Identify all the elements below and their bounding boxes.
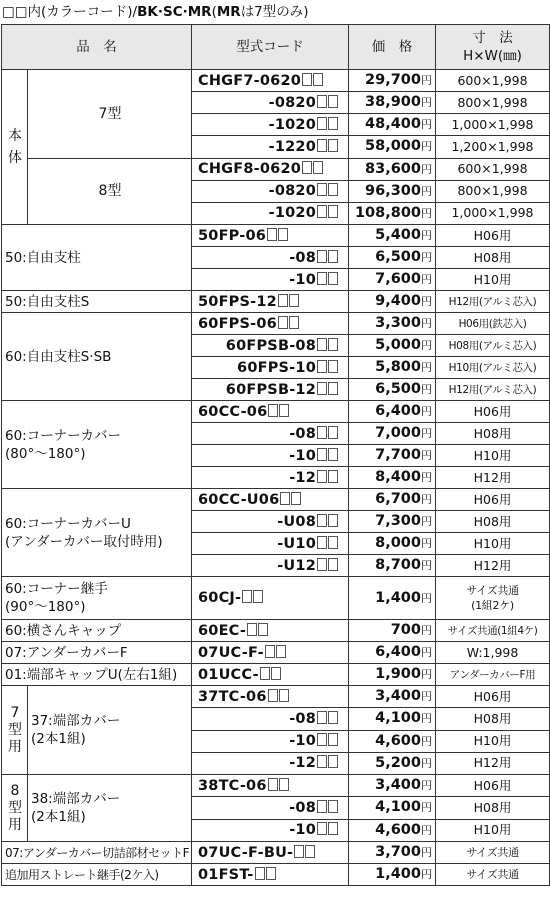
color-box [265,645,275,658]
code-cell: 01FST- [192,864,349,886]
price-cell: 5,800円 [349,357,436,379]
color-box [328,382,338,395]
color-box [317,711,327,724]
size-cell: H06用 [436,686,550,708]
color-box [328,183,338,196]
code-cell: 60CJ- [192,577,349,620]
color-box [278,294,288,307]
size-cell: H08用 [436,708,550,730]
size-cell: 1,000×1,998 [436,202,550,224]
color-box [276,645,286,658]
price-cell: 96,300円 [349,180,436,202]
code-cell: -U08 [192,511,349,533]
item-name: 07:アンダーカバーF [2,642,192,664]
code-cell: -0820 [192,92,349,114]
color-box [328,338,338,351]
size-cell: 600×1,998 [436,158,550,180]
color-code-note: □□内(カラーコード)/BK·SC·MR(MRは7型のみ) [2,4,309,20]
color-box [302,161,312,174]
note-colors: BK·SC·MR [137,4,212,20]
price-cell: 8,000円 [349,533,436,555]
color-box [317,272,327,285]
color-box [289,316,299,329]
code-cell: 60FPSB-12 [192,379,349,401]
size-cell: H12用(アルミ芯入) [436,379,550,401]
color-box [279,404,289,417]
price-cell: 5,200円 [349,752,436,774]
price-cell: 8,700円 [349,555,436,577]
table-row [2,642,550,664]
item-name: 60:自由支柱S·SB [2,313,192,401]
color-box [317,822,327,835]
color-box [267,228,277,241]
code-cell: 60CC-U06 [192,489,349,511]
price-cell: 4,600円 [349,730,436,752]
color-box [317,205,327,218]
size-cell: 1,000×1,998 [436,114,550,136]
color-box [328,205,338,218]
size-cell: H08用 [436,511,550,533]
size-cell: H06用 [436,225,550,247]
size-cell: 800×1,998 [436,92,550,114]
color-box [302,73,312,86]
size-cell: H06用 [436,489,550,511]
price-cell: 700円 [349,620,436,642]
price-cell: 6,400円 [349,642,436,664]
code-cell: 37TC-06 [192,686,349,708]
price-cell: 38,900円 [349,92,436,114]
color-box [317,338,327,351]
color-box [253,590,263,603]
color-box [242,590,252,603]
size-cell: W:1,998 [436,642,550,664]
color-box [278,228,288,241]
table-row [2,577,550,620]
price-cell: 58,000円 [349,136,436,158]
item-name: 50:自由支柱S [2,291,192,313]
size-cell: H10用(アルミ芯入) [436,357,550,379]
color-box [279,778,289,791]
size-cell: H06用 [436,401,550,423]
price-cell: 5,400円 [349,225,436,247]
code-cell: 60CC-06 [192,401,349,423]
color-box [291,492,301,505]
price-cell: 1,400円 [349,864,436,886]
size-cell: サイズ共通(1組4ケ) [436,620,550,642]
code-cell: -U12 [192,555,349,577]
size-cell: H12用 [436,555,550,577]
color-box [313,161,323,174]
item-name: 01:端部キャップU(左右1組) [2,664,192,686]
price-cell: 4,100円 [349,797,436,819]
price-cell: 1,400円 [349,577,436,620]
color-box [328,426,338,439]
code-cell: -U10 [192,533,349,555]
color-box [260,667,270,680]
size-cell: H12用 [436,467,550,489]
table-row [2,291,550,313]
code-cell: -08 [192,797,349,819]
size-cell: H08用 [436,423,550,445]
color-box [328,139,338,152]
size-cell: 800×1,998 [436,180,550,202]
color-box [313,73,323,86]
color-box [317,183,327,196]
code-cell: 50FP-06 [192,225,349,247]
code-cell: -0820 [192,180,349,202]
price-cell: 4,600円 [349,819,436,841]
price-cell: 5,000円 [349,335,436,357]
color-box [317,755,327,768]
price-cell: 108,800円 [349,202,436,224]
color-box [268,689,278,702]
size-cell: H08用 [436,247,550,269]
color-box [317,536,327,549]
price-cell: 6,500円 [349,379,436,401]
header-name: 品 名 [2,25,192,70]
color-box [268,404,278,417]
size-cell: 1,200×1,998 [436,136,550,158]
size-cell: H10用 [436,533,550,555]
price-cell: 9,400円 [349,291,436,313]
note-prefix: □□内(カラーコード)/ [2,4,138,20]
price-cell: 6,400円 [349,401,436,423]
table-row [2,620,550,642]
color-box [317,733,327,746]
item-name: 07:アンダーカバー切詰部材セットF [2,842,192,864]
price-cell: 7,300円 [349,511,436,533]
color-box [328,711,338,724]
size-cell: H06用 [436,775,550,797]
size-cell: 600×1,998 [436,70,550,92]
item-name: 50:自由支柱 [2,225,192,291]
code-cell: 60FPS-06 [192,313,349,335]
color-box [328,536,338,549]
color-box [317,514,327,527]
price-cell: 7,700円 [349,445,436,467]
header-size: 寸 法 H×W(㎜) [436,25,550,70]
color-box [278,316,288,329]
size-cell: サイズ共通 [436,864,550,886]
color-box [328,272,338,285]
type7-label: 7型 [28,70,192,158]
color-box [255,867,265,880]
header-price: 価 格 [349,25,436,70]
type8-label: 8型 [98,183,122,200]
size-cell: H10用 [436,730,550,752]
price-cell: 3,700円 [349,842,436,864]
item-name: 8 型 用 38:端部カバー (2本1組) [2,775,192,842]
code-cell: CHGF8-0620 [192,158,349,180]
color-box [247,623,257,636]
color-box [328,470,338,483]
code-cell: -10 [192,269,349,291]
color-box [317,426,327,439]
color-box [317,448,327,461]
table-row [2,70,550,92]
price-cell: 3,400円 [349,775,436,797]
color-box [268,778,278,791]
price-cell: 7,600円 [349,269,436,291]
code-cell: 60EC- [192,620,349,642]
size-cell: サイズ共通 [436,842,550,864]
size-cell: サイズ共通 (1組2ケ) [436,577,550,620]
size-cell: アンダーカバーF用 [436,664,550,686]
item-name: 60:コーナーカバーU (アンダーカバー取付時用) [2,489,192,577]
color-box [328,448,338,461]
table-row [2,842,550,864]
price-cell: 3,300円 [349,313,436,335]
table-row [2,664,550,686]
code-cell: 60FPS-10 [192,357,349,379]
color-box [317,117,327,130]
color-box [305,845,315,858]
color-box [328,250,338,263]
color-box [317,360,327,373]
code-cell: -1020 [192,114,349,136]
price-cell: 1,900円 [349,664,436,686]
color-box [328,117,338,130]
code-cell: CHGF7-0620 [192,70,349,92]
color-box [328,800,338,813]
color-box [317,250,327,263]
table-row [2,313,550,335]
table-row [2,686,550,708]
color-box [317,139,327,152]
price-cell: 6,700円 [349,489,436,511]
color-box [317,95,327,108]
color-box [280,492,290,505]
size-cell: H10用 [436,819,550,841]
color-box [317,382,327,395]
code-cell: -08 [192,708,349,730]
body-label: 本 体 [3,70,28,224]
item-name: 60:コーナー継手 (90°～180°) [2,577,192,620]
color-box [328,822,338,835]
code-cell: 07UC-F-BU- [192,842,349,864]
code-cell: -08 [192,423,349,445]
color-box [279,689,289,702]
color-box [328,514,338,527]
size-cell: H06用(鉄芯入) [436,313,550,335]
table-row [2,489,550,511]
color-box [258,623,268,636]
color-box [289,294,299,307]
code-cell: -08 [192,247,349,269]
color-box [328,755,338,768]
item-name: 7 型 用 37:端部カバー (2本1組) [2,686,192,775]
price-cell: 4,100円 [349,708,436,730]
item-name: 60:コーナーカバー (80°～180°) [2,401,192,489]
color-box [317,558,327,571]
color-box [328,733,338,746]
price-cell: 8,400円 [349,467,436,489]
code-cell: 38TC-06 [192,775,349,797]
price-cell: 7,000円 [349,423,436,445]
code-cell: 50FPS-12 [192,291,349,313]
code-cell: -1020 [192,202,349,224]
code-cell: -10 [192,819,349,841]
color-box [317,470,327,483]
table-header [2,25,550,70]
color-box [271,667,281,680]
price-cell: 29,700円 [349,70,436,92]
table-row [2,225,550,247]
item-name: 60:横さんキャップ [2,620,192,642]
color-box [328,558,338,571]
code-cell: -12 [192,467,349,489]
code-cell: -10 [192,730,349,752]
color-box [294,845,304,858]
size-cell: H10用 [436,445,550,467]
code-cell: 07UC-F- [192,642,349,664]
price-cell: 6,500円 [349,247,436,269]
price-cell: 3,400円 [349,686,436,708]
code-cell: -10 [192,445,349,467]
color-box [266,867,276,880]
price-cell: 83,600円 [349,158,436,180]
color-box [328,95,338,108]
code-cell: 01UCC- [192,664,349,686]
code-cell: -12 [192,752,349,774]
color-box [317,800,327,813]
table-row [2,864,550,886]
table-row [2,401,550,423]
item-name: 追加用ストレート継手(2ケ入) [2,864,192,886]
price-cell: 48,400円 [349,114,436,136]
price-table [1,24,550,886]
color-box [328,360,338,373]
size-cell: H08用(アルミ芯入) [436,335,550,357]
header-code: 型式コード [192,25,349,70]
code-cell: -1220 [192,136,349,158]
size-cell: H12用 [436,752,550,774]
size-cell: H10用 [436,269,550,291]
size-cell: H12用(アルミ芯入) [436,291,550,313]
table-row [2,775,550,797]
size-cell: H08用 [436,797,550,819]
code-cell: 60FPSB-08 [192,335,349,357]
